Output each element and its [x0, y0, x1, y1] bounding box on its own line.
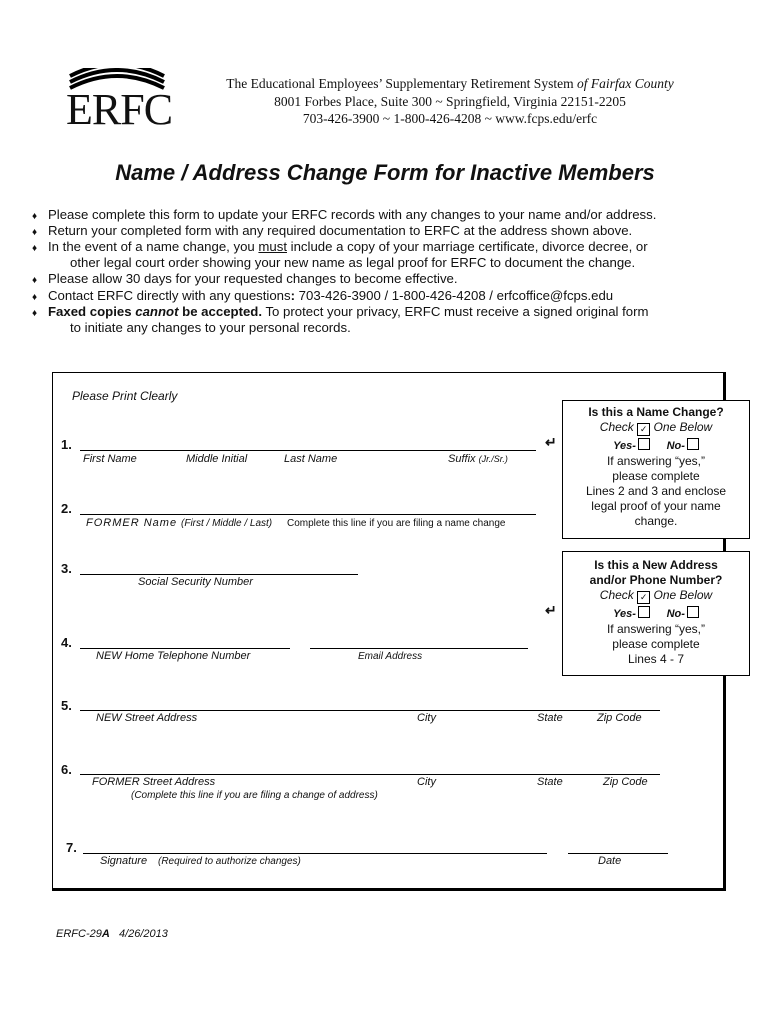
instruction-6-post: To protect your privacy, ERFC must receive a signed original form — [262, 304, 649, 319]
address-change-box — [562, 551, 750, 676]
email-label: Email Address — [358, 651, 423, 662]
address-change-check-line — [563, 588, 749, 604]
new-city-label: City — [417, 712, 436, 724]
address-change-title-2: and/or Phone Number? — [589, 573, 723, 587]
name-change-box — [562, 400, 750, 539]
check-pre: Check — [599, 588, 634, 602]
former-street-hint: (Complete this line if you are filing a change of address) — [131, 790, 378, 801]
former-city-label: City — [417, 776, 436, 788]
header-org-name: The Educational Employees’ Supplementary Retirement System — [226, 76, 574, 91]
name-input-line[interactable] — [80, 450, 536, 451]
new-street-input-line[interactable] — [80, 710, 660, 711]
middle-initial-label: Middle Initial — [186, 453, 248, 465]
address-change-instr-3: Lines 4 - 7 — [627, 652, 685, 666]
first-name-label: First Name — [83, 453, 137, 465]
former-name-note: (First / Middle / Last) — [181, 518, 273, 529]
former-zip-label: Zip Code — [603, 776, 648, 788]
instruction-5-pre: Contact ERFC directly with any questions — [48, 288, 291, 303]
header-line-1 — [150, 76, 750, 92]
line-4-number: 4. — [61, 635, 72, 650]
line-1-number: 1. — [61, 437, 72, 452]
line-6-number: 6. — [61, 762, 72, 777]
name-change-instr-2: please complete — [612, 469, 700, 483]
diamond-icon: ♦ — [32, 308, 38, 319]
form-code — [56, 928, 168, 940]
address-change-title-1: Is this a New Address — [594, 558, 718, 572]
line-3-number: 3. — [61, 561, 72, 576]
line-7-number: 7. — [66, 840, 77, 855]
form-code-suffix: A — [101, 928, 110, 940]
name-change-instr-3: Lines 2 and 3 and enclose — [585, 484, 727, 498]
diamond-icon: ♦ — [32, 275, 38, 286]
new-phone-label: NEW Home Telephone Number — [96, 650, 251, 662]
new-state-label: State — [537, 712, 563, 724]
date-input-line[interactable] — [568, 853, 668, 854]
name-change-yes-checkbox[interactable] — [638, 438, 650, 450]
instruction-6-cont: to initiate any changes to your personal records. — [70, 320, 351, 335]
instruction-3-pre: In the event of a name change, you — [48, 239, 259, 254]
instruction-6-bold2: be accepted. — [178, 304, 263, 319]
instruction-5-colon: : — [290, 288, 296, 303]
return-arrow-icon: ↵ — [545, 434, 557, 450]
name-change-instr-5: change. — [634, 514, 678, 528]
new-zip-label: Zip Code — [597, 712, 642, 724]
signature-note: (Required to authorize changes) — [158, 856, 301, 867]
last-name-label: Last Name — [284, 453, 338, 465]
signature-label: Signature — [100, 855, 148, 867]
diamond-icon: ♦ — [32, 292, 38, 303]
instruction-6-bold1: Faxed copies — [48, 304, 136, 319]
address-change-yes-no — [563, 606, 749, 622]
form-title: Name / Address Change Form for Inactive Members — [115, 160, 655, 185]
line-2-number: 2. — [61, 501, 72, 516]
check-pre: Check — [599, 420, 634, 434]
checkbox-checked-icon: ✓ — [637, 423, 650, 436]
former-street-input-line[interactable] — [80, 774, 660, 775]
name-change-no-checkbox[interactable] — [687, 438, 699, 450]
ssn-label: Social Security Number — [138, 576, 253, 588]
name-change-title: Is this a Name Change? — [588, 405, 724, 419]
former-state-label: State — [537, 776, 563, 788]
header-contact: 703-426-3900 ~ 1-800-426-4208 ~ www.fcps.edu/erfc — [302, 111, 598, 126]
name-change-yes-no — [563, 438, 749, 454]
former-name-hint: Complete this line if you are filing a name change — [287, 518, 506, 529]
form-revision-date: 4/26/2013 — [118, 928, 168, 940]
signature-input-line[interactable] — [83, 853, 547, 854]
yes-label: Yes- — [613, 440, 636, 452]
line-5-number: 5. — [61, 698, 72, 713]
new-street-label: NEW Street Address — [96, 712, 198, 724]
suffix-note: (Jr./Sr.) — [478, 454, 508, 464]
name-change-check-line — [563, 420, 749, 436]
address-change-no-checkbox[interactable] — [687, 606, 699, 618]
diamond-icon: ♦ — [32, 227, 38, 238]
address-change-instr-1: If answering “yes,” — [606, 622, 706, 636]
diamond-icon: ♦ — [32, 243, 38, 254]
instruction-3-must: must — [258, 239, 287, 254]
address-change-instr-2: please complete — [612, 637, 700, 651]
no-label: No- — [666, 608, 685, 620]
former-name-input-line[interactable] — [80, 514, 536, 515]
instruction-4-text: Please allow 30 days for your requested changes to become effective. — [48, 271, 458, 286]
suffix-label — [448, 453, 508, 465]
instruction-4 — [32, 271, 458, 289]
checkbox-checked-icon: ✓ — [637, 591, 650, 604]
former-street-label: FORMER Street Address — [92, 776, 216, 788]
address-change-yes-checkbox[interactable] — [638, 606, 650, 618]
yes-label: Yes- — [613, 608, 636, 620]
logo-text: ERFC — [66, 85, 173, 134]
check-post: One Below — [653, 420, 713, 434]
email-input-line[interactable] — [310, 648, 528, 649]
diamond-icon: ♦ — [32, 211, 38, 222]
former-name-label: FORMER Name — [86, 517, 178, 529]
instruction-3-cont: other legal court order showing your new name as legal proof for ERFC to document the change. — [70, 255, 636, 270]
header-org-county: of Fairfax County — [576, 76, 674, 91]
name-change-instr-1: If answering “yes,” — [606, 454, 706, 468]
print-clearly-label: Please Print Clearly — [72, 389, 178, 403]
header-address: 8001 Forbes Place, Suite 300 ~ Springfield, Virginia 22151-2205 — [274, 94, 626, 109]
suffix-text: Suffix — [448, 453, 476, 465]
instruction-5-post: 703-426-3900 / 1-800-426-4208 / erfcoffice@fcps.edu — [295, 288, 614, 303]
check-post: One Below — [653, 588, 713, 602]
ssn-input-line[interactable] — [80, 574, 358, 575]
instruction-6-cannot: cannot — [135, 304, 179, 319]
name-change-instr-4: legal proof of your name — [591, 499, 721, 513]
instruction-1-text: Please complete this form to update your ERFC records with any changes to your name and/or address. — [48, 207, 657, 222]
new-phone-input-line[interactable] — [80, 648, 290, 649]
form-code-prefix: ERFC-29 — [56, 928, 102, 940]
return-arrow-icon: ↵ — [545, 602, 557, 618]
instruction-3-post: include a copy of your marriage certificate, divorce decree, or — [287, 239, 648, 254]
instruction-2-text: Return your completed form with any required documentation to ERFC at the address shown above. — [48, 223, 633, 238]
date-label: Date — [598, 855, 622, 867]
no-label: No- — [666, 440, 685, 452]
